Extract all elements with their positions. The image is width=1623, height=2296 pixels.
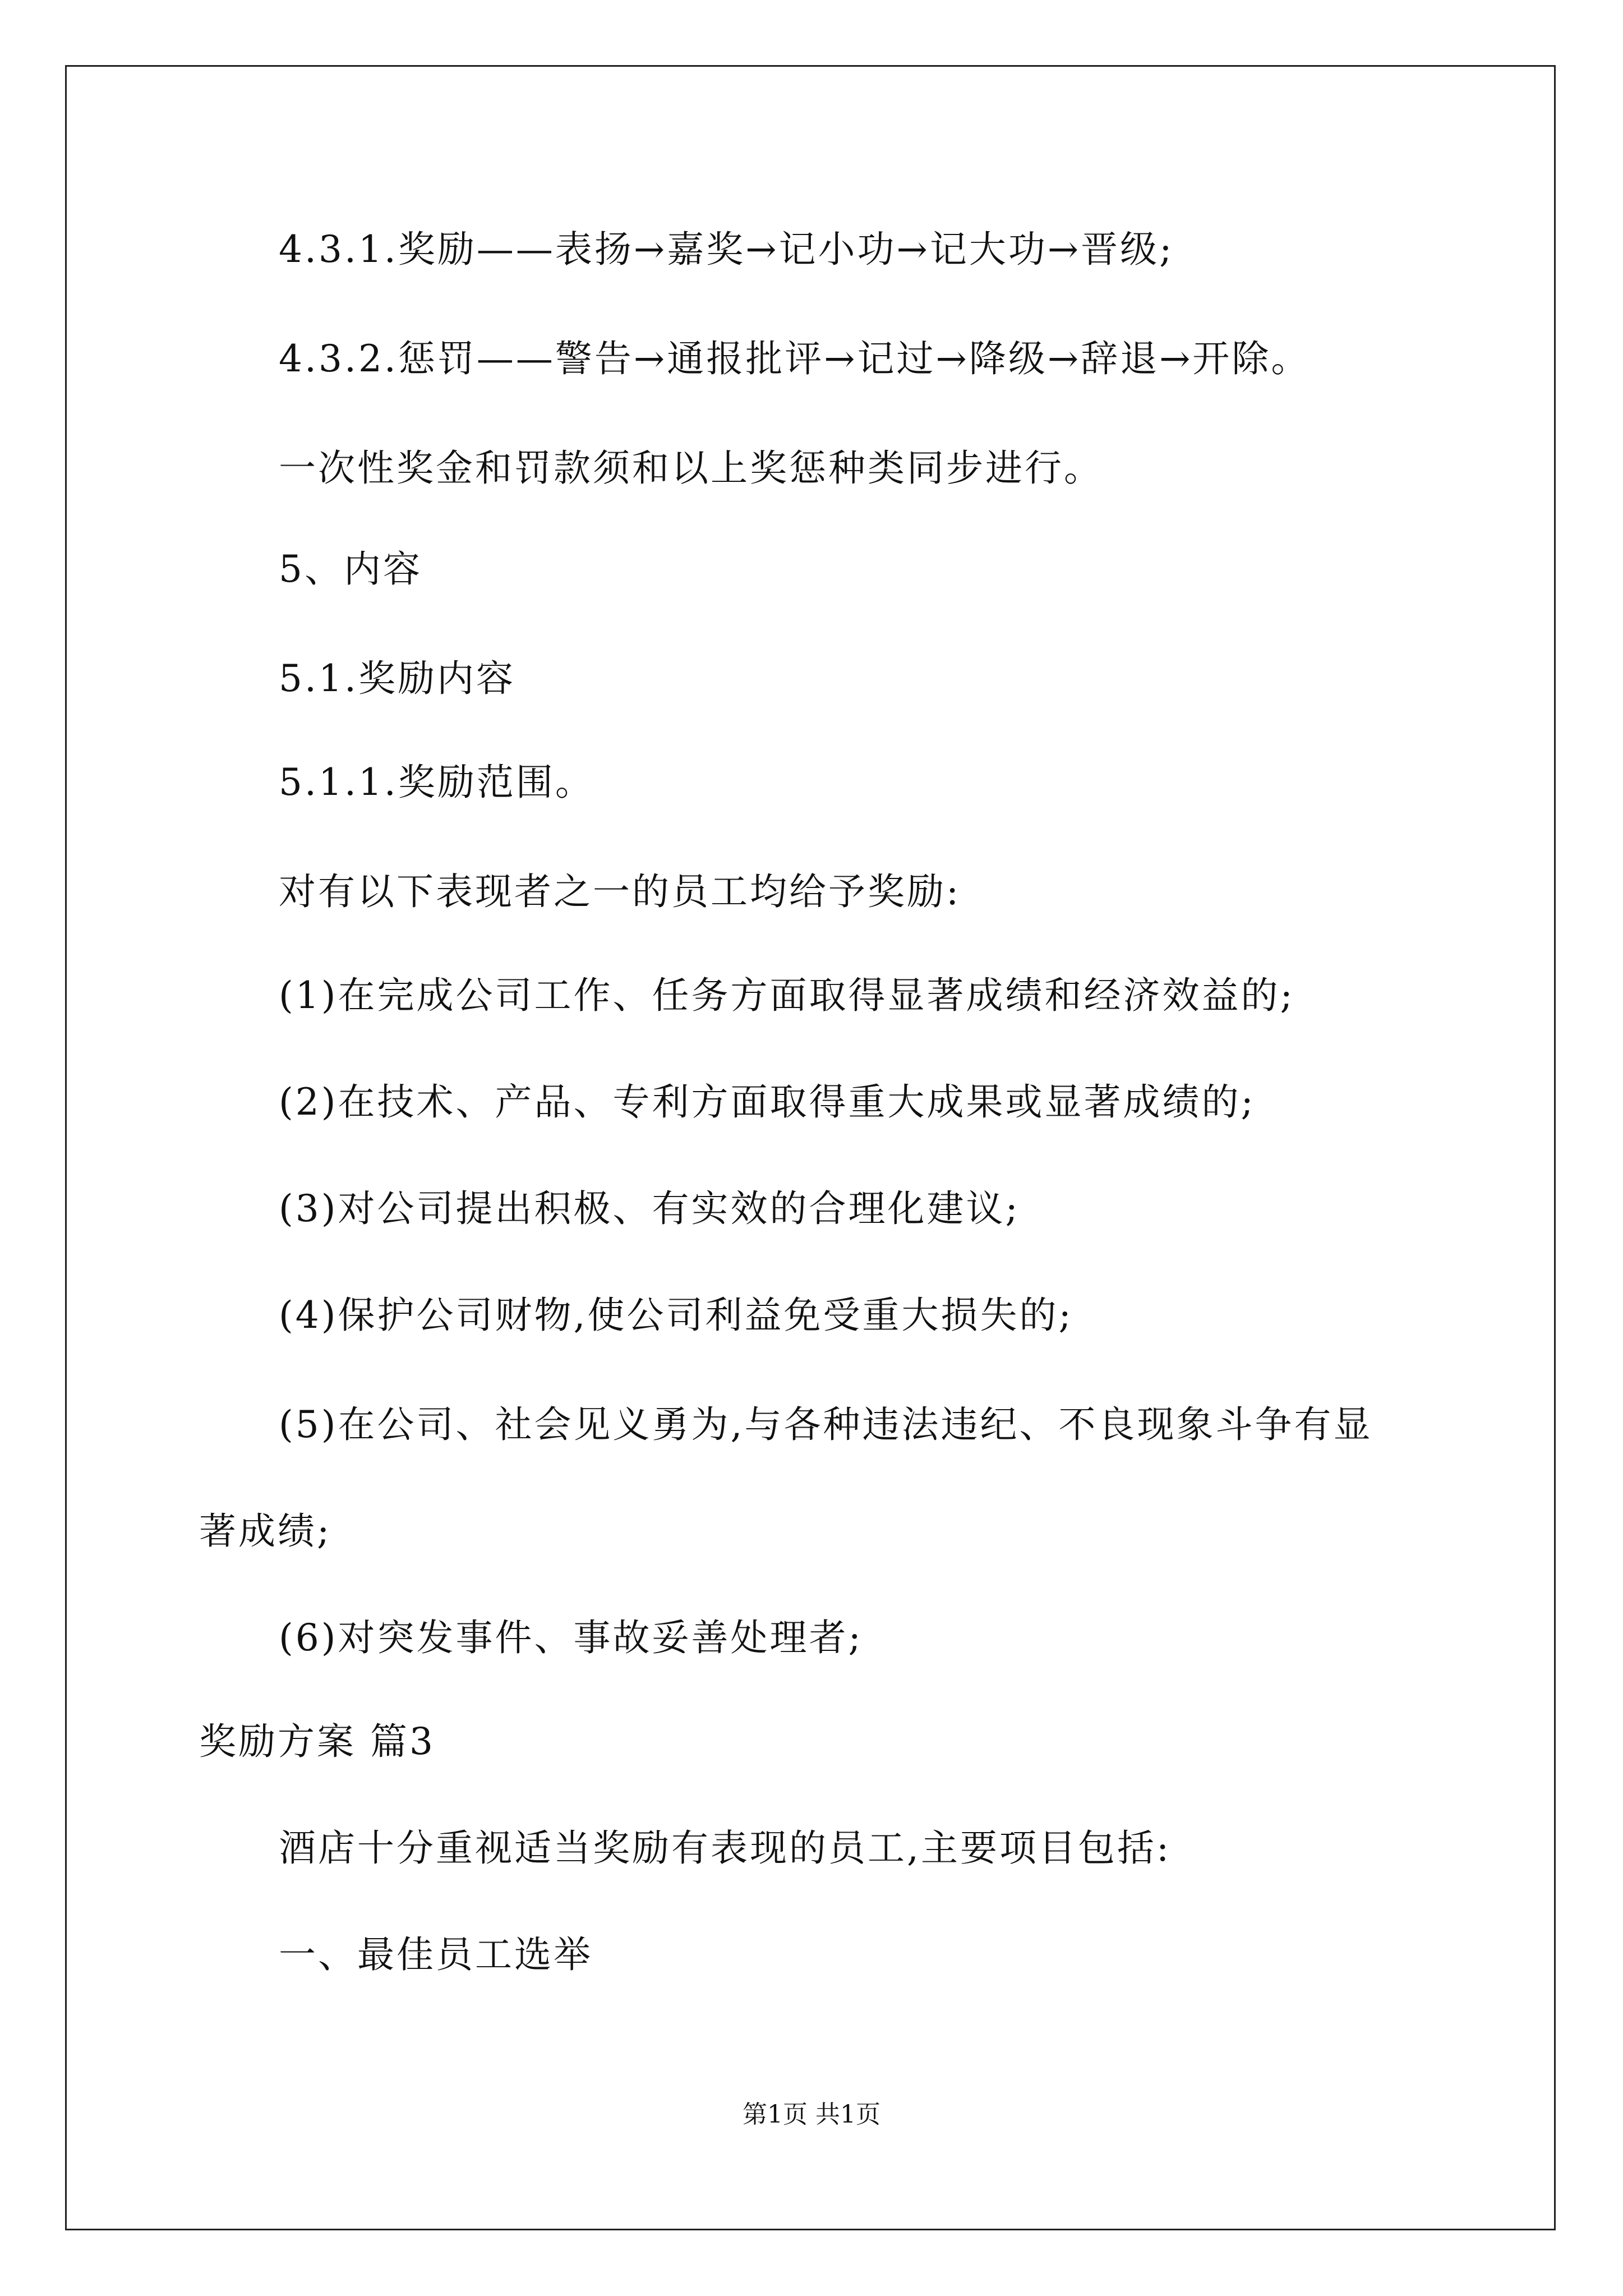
paragraph-line: 酒店十分重视适当奖励有表现的员工,主要项目包括: xyxy=(279,1826,1172,1870)
list-item: (4)保护公司财物,使公司利益免受重大损失的; xyxy=(279,1294,1073,1337)
list-item: (5)在公司、社会见义勇为,与各种违法违纪、不良现象斗争有显 xyxy=(279,1403,1373,1446)
page-border xyxy=(65,65,1556,2230)
paragraph-line: 一次性奖金和罚款须和以上奖惩种类同步进行。 xyxy=(279,447,1103,490)
paragraph-line: 对有以下表现者之一的员工均给予奖励: xyxy=(279,870,961,913)
section-heading: 一、最佳员工选举 xyxy=(279,1933,593,1976)
list-item: (3)对公司提出积极、有实效的合理化建议; xyxy=(279,1187,1020,1230)
section-title: 奖励方案 篇3 xyxy=(199,1720,435,1763)
list-item-continuation: 著成绩; xyxy=(199,1510,332,1553)
paragraph-line: 4.3.1.奖励——表扬→嘉奖→记小功→记大功→晋级; xyxy=(279,228,1174,271)
paragraph-line: 4.3.2.惩罚——警告→通报批评→记过→降级→辞退→开除。 xyxy=(279,337,1311,380)
page-footer: 第1页 共1页 xyxy=(743,2100,880,2129)
list-item: (2)在技术、产品、专利方面取得重大成果或显著成绩的; xyxy=(279,1080,1256,1124)
list-item: (1)在完成公司工作、任务方面取得显著成绩和经济效益的; xyxy=(279,974,1295,1017)
list-item: (6)对突发事件、事故妥善处理者; xyxy=(279,1616,863,1659)
subsection-heading: 5.1.1.奖励范围。 xyxy=(279,761,594,804)
section-heading: 5、内容 xyxy=(279,547,422,591)
subsection-heading: 5.1.奖励内容 xyxy=(279,657,515,700)
